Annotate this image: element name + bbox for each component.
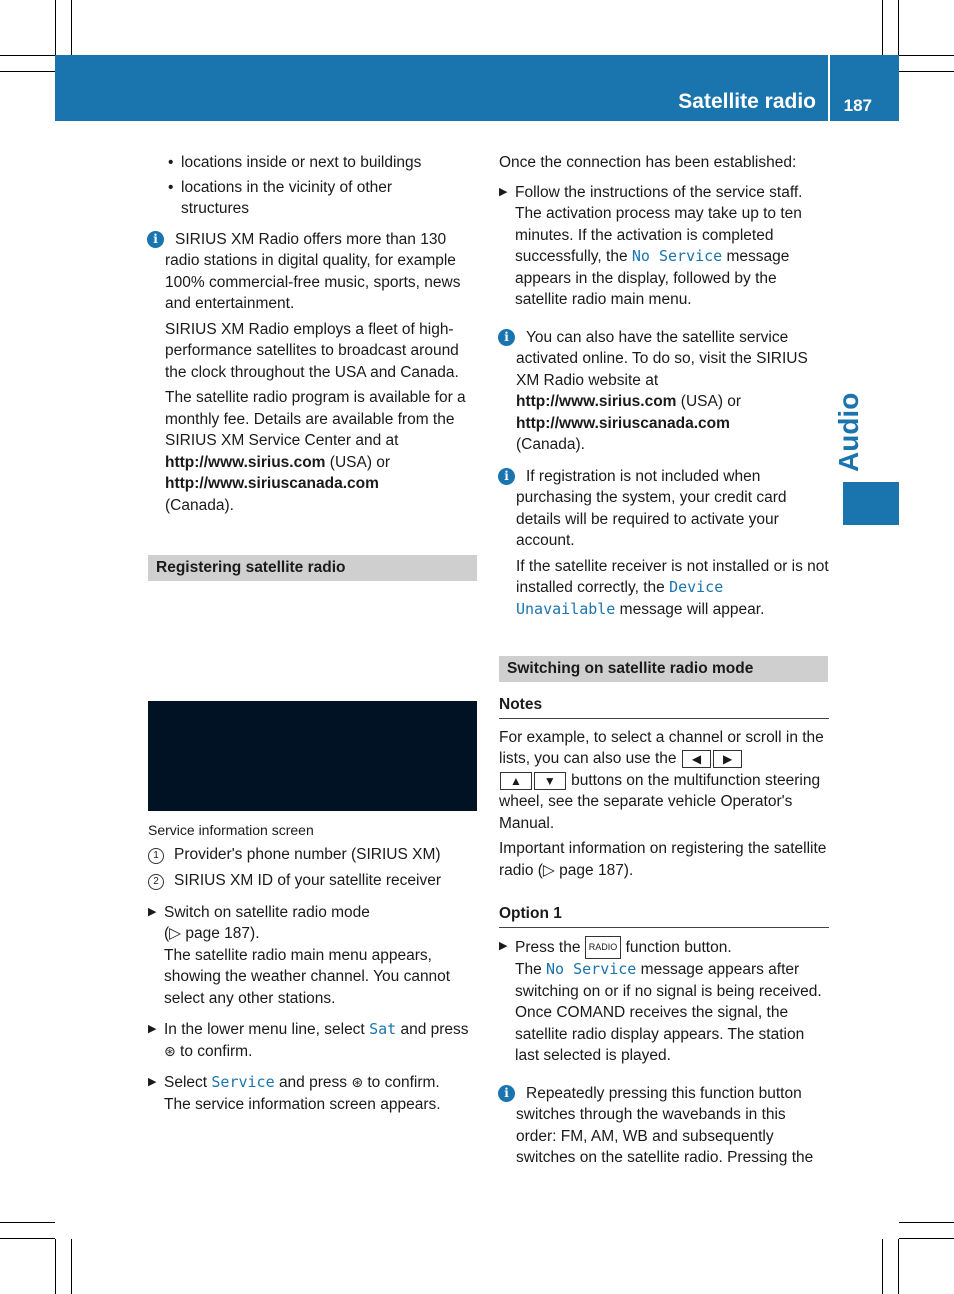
paragraph	[499, 556, 829, 621]
left-arrow-key-icon: ◀	[682, 750, 711, 768]
step-arrow-icon: ▶	[148, 1023, 157, 1035]
step-text: message appears in the display, followed by the satellite radio main menu.	[515, 248, 790, 308]
side-tab	[843, 482, 899, 525]
right-column-lower	[499, 694, 829, 1169]
step-text: Switch on satellite radio mode	[164, 903, 370, 921]
option-heading: Option 1	[499, 903, 829, 928]
paragraph: Once the connection has been established:	[499, 154, 797, 171]
step-item	[148, 1019, 478, 1062]
step-item	[499, 936, 829, 1067]
up-arrow-key-icon: ▲	[500, 772, 532, 790]
step-text: The service information screen appears.	[164, 1095, 441, 1113]
info-note	[499, 1083, 829, 1169]
info-icon: i	[498, 1085, 515, 1102]
info-note	[499, 466, 829, 552]
radio-button-icon: RADIO	[585, 936, 622, 960]
display-text-no-service: No Service	[631, 247, 723, 265]
crop-mark	[899, 71, 954, 72]
info-note	[499, 327, 829, 456]
crop-mark	[0, 1238, 55, 1239]
section-heading: Registering satellite radio	[148, 555, 477, 581]
paragraph-text: The satellite radio program is available for a monthly fee. Details are available from the SIRIUS XM Service Center and at	[165, 389, 466, 449]
step-text: to confirm.	[367, 1074, 440, 1091]
step-item	[148, 1072, 478, 1115]
info-icon: i	[147, 231, 164, 248]
callout-number-1: 1	[148, 848, 164, 864]
crop-mark	[0, 1222, 55, 1223]
page-title: Satellite radio	[678, 90, 816, 113]
section-heading: Switching on satellite radio mode	[499, 656, 828, 682]
right-arrow-key-icon: ▶	[713, 750, 742, 768]
url-sirius[interactable]: http://www.sirius.com	[516, 393, 677, 410]
step-text: The satellite radio main menu appears, showing the weather channel. You cannot select any other stations.	[164, 946, 451, 1007]
legend-text: Provider's phone number (SIRIUS XM)	[174, 845, 441, 863]
left-column	[148, 152, 478, 516]
side-tab-label: Audio	[833, 392, 864, 472]
paragraph-text: If the satellite receiver is not installed or is not installed correctly, the	[516, 557, 829, 596]
header-divider	[828, 55, 830, 121]
paragraph	[499, 727, 829, 835]
bullet-item: • locations inside or next to buildings	[148, 152, 478, 174]
step-item	[148, 902, 478, 1010]
paragraph-text: For example, to select a channel or scroll in the lists, you can also use the	[499, 728, 824, 767]
page-number: 187	[843, 96, 872, 115]
step-arrow-icon: ▶	[499, 939, 508, 952]
url-sirius[interactable]: http://www.sirius.com	[165, 453, 326, 471]
legend-item	[148, 870, 478, 892]
step-item	[499, 182, 829, 311]
step-text: and press	[400, 1021, 469, 1038]
controller-press-icon: ⊛	[351, 1074, 364, 1090]
step-text: Follow the instructions of the service staff. The activation process may take up to ten minutes. If the activation is completed successfully, the	[515, 183, 803, 265]
display-text-device-unavailable: Device Unavailable	[516, 578, 724, 618]
bullet-item: • locations in the vicinity of other structures	[148, 177, 478, 220]
step-text: In the lower menu line, select	[164, 1021, 365, 1038]
page-header	[55, 55, 899, 121]
crop-mark	[882, 0, 883, 55]
paragraph-text: buttons on the multifunction steering wheel, see the separate vehicle Operator's Manual.	[499, 771, 821, 832]
step-text: to confirm.	[180, 1042, 253, 1060]
figure-caption: Service information screen	[148, 822, 314, 838]
info-text: Repeatedly pressing this function button switches through the wavebands in this order: FM, AM, WB and subsequently switches on the satellite radio. Pressing the	[516, 1084, 814, 1166]
step-text: message appears after switching on or if no signal is being received. Once COMAND receives the signal, the satellite radio display appears. The station last selected is played.	[515, 961, 822, 1064]
paragraph	[148, 387, 478, 516]
crop-mark	[0, 71, 55, 72]
step-arrow-icon: ▶	[148, 1076, 157, 1088]
crop-mark	[898, 1239, 899, 1294]
crop-mark	[55, 0, 56, 55]
legend-item	[148, 844, 478, 866]
paragraph-text: message will appear.	[619, 600, 765, 618]
step-text: Select	[164, 1074, 208, 1091]
step-text: function button.	[625, 938, 732, 956]
info-text: (USA) or	[680, 393, 742, 410]
url-siriuscanada[interactable]: http://www.siriuscanada.com	[516, 414, 730, 432]
notes-heading: Notes	[499, 694, 829, 719]
display-text-sat: Sat	[369, 1020, 397, 1038]
crop-mark	[882, 1239, 883, 1294]
crop-mark	[899, 1238, 954, 1239]
step-text: Press the	[515, 938, 581, 956]
paragraph-text: (Canada).	[165, 496, 234, 514]
page-reference[interactable]: (▷ page 187).	[164, 925, 260, 942]
right-column	[499, 152, 829, 620]
paragraph-text: (USA) or	[329, 453, 391, 471]
paragraph: Important information on registering the satellite radio (▷ page 187).	[499, 840, 827, 879]
url-siriuscanada[interactable]: http://www.siriuscanada.com	[165, 475, 379, 492]
display-text-service: Service	[211, 1073, 275, 1091]
step-text: The	[515, 961, 542, 978]
section-switching	[499, 656, 828, 682]
info-text: (Canada).	[516, 436, 585, 453]
info-note	[148, 229, 478, 315]
info-text: You can also have the satellite service activated online. To do so, visit the SIRIUS XM Radio website at	[516, 328, 808, 389]
info-icon: i	[498, 329, 515, 346]
crop-mark	[71, 0, 72, 55]
crop-mark	[0, 55, 55, 56]
down-arrow-key-icon: ▼	[534, 772, 566, 790]
info-text: If registration is not included when purchasing the system, your credit card details will be required to activate your account.	[516, 467, 787, 549]
crop-mark	[898, 0, 899, 55]
crop-mark	[899, 1222, 954, 1223]
crop-mark	[55, 1239, 56, 1294]
section-registering	[148, 555, 477, 581]
step-text: and press	[278, 1074, 348, 1091]
display-text-no-service: No Service	[546, 960, 637, 978]
paragraph: SIRIUS XM Radio employs a fleet of high-performance satellites to broadcast around the clock throughout the USA and Canada.	[165, 320, 459, 381]
left-column-lower	[148, 820, 478, 1115]
callout-number-2: 2	[148, 874, 164, 890]
step-arrow-icon: ▶	[499, 185, 508, 198]
controller-press-icon: ⊛	[164, 1042, 176, 1059]
info-icon: i	[498, 468, 515, 485]
service-information-screen-image	[148, 701, 477, 811]
info-text: SIRIUS XM Radio offers more than 130 radio stations in digital quality, for example 100% commercial-free music, sports, news and entertainment.	[165, 230, 461, 312]
crop-mark	[71, 1239, 72, 1294]
step-arrow-icon: ▶	[148, 905, 157, 918]
legend-text: SIRIUS XM ID of your satellite receiver	[174, 872, 442, 889]
crop-mark	[899, 55, 954, 56]
